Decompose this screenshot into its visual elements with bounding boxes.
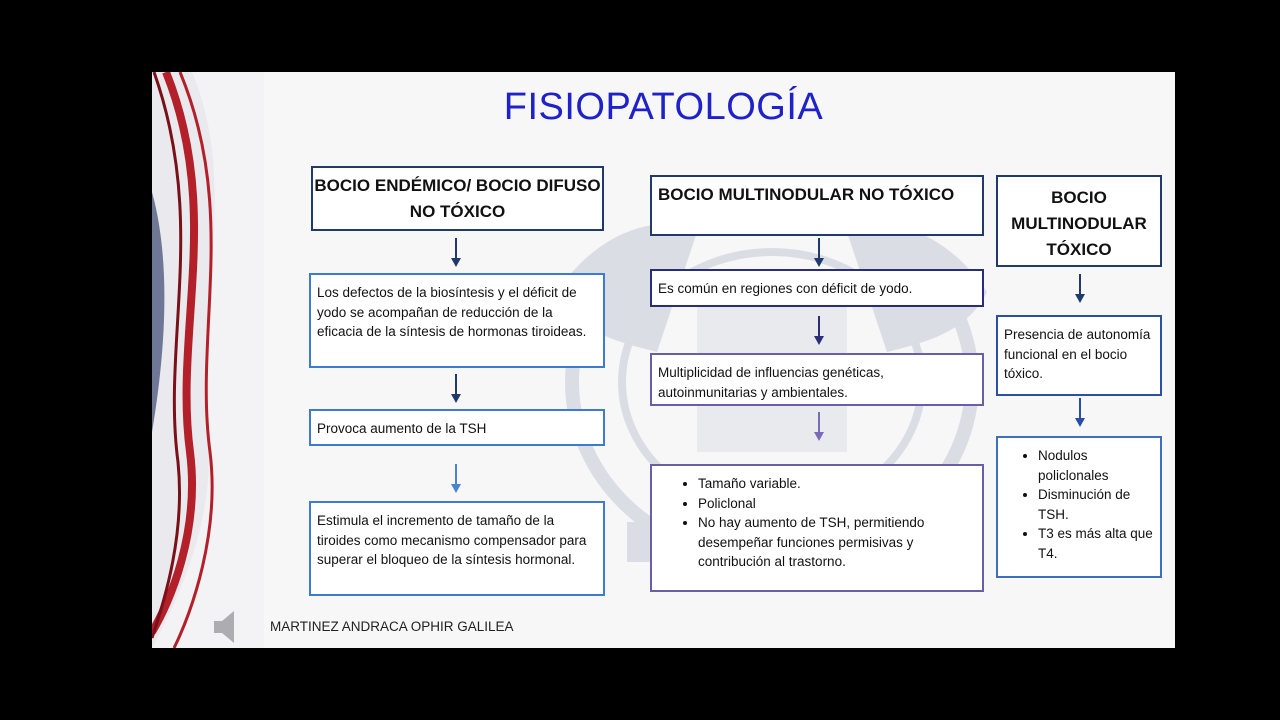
- col3-bullet-list: [1016, 446, 1154, 563]
- col1-step2-text: Provoca aumento de la TSH: [317, 421, 487, 436]
- decorative-waves: [152, 72, 264, 648]
- col3-step1-text: Presencia de autonomía funcional en el bocio tóxico.: [1004, 327, 1151, 381]
- col3-header: [996, 175, 1162, 267]
- list-item: • No hay aumento de TSH, permitiendo desempeñar funciones permisivas y contribución al trastorno.: [698, 513, 976, 572]
- col2-header: [650, 175, 984, 236]
- col3-header-text: BOCIO MULTINODULAR TÓXICO: [1011, 188, 1147, 259]
- arrow-down-icon: [811, 316, 827, 346]
- col3-bullets: [996, 436, 1162, 578]
- slide: [152, 72, 1175, 648]
- footer-author: MARTINEZ ANDRACA OPHIR GALILEA: [270, 619, 514, 634]
- col1-step3-text: Estimula el incremento de tamaño de la tiroides como mecanismo compensador para superar el bloqueo de la síntesis hormonal.: [317, 513, 587, 567]
- col2-step2: [650, 353, 984, 406]
- list-item: • Disminución de TSH.: [1038, 485, 1154, 524]
- arrow-down-icon: [448, 238, 464, 268]
- speaker-icon[interactable]: [212, 607, 242, 647]
- col2-bullets: [650, 464, 984, 592]
- list-item: • Tamaño variable.: [698, 474, 976, 494]
- col2-step2-text: Multiplicidad de influencias genéticas, autoinmunitarias y ambientales.: [658, 365, 884, 400]
- arrow-down-icon: [1072, 274, 1088, 304]
- col1-step1: [309, 273, 605, 368]
- col1-step2: [309, 409, 605, 446]
- col2-step1: [650, 269, 984, 307]
- col2-header-text: BOCIO MULTINODULAR NO TÓXICO: [658, 185, 955, 204]
- col1-step3: [309, 501, 605, 596]
- list-item: • T3 es más alta que T4.: [1038, 524, 1154, 563]
- col3-step1: [996, 315, 1162, 396]
- arrow-down-icon: [448, 464, 464, 494]
- col1-step1-text: Los defectos de la biosíntesis y el déficit de yodo se acompañan de reducción de la eficacia de la síntesis de hormonas tiroideas.: [317, 285, 587, 339]
- arrow-down-icon: [811, 412, 827, 442]
- list-item: • Nodulos policlonales: [1038, 446, 1154, 485]
- col2-step1-text: Es común en regiones con déficit de yodo.: [658, 281, 913, 296]
- col1-header: [311, 166, 604, 231]
- arrow-down-icon: [448, 374, 464, 404]
- list-item: • Policlonal: [698, 494, 976, 514]
- col1-header-text: BOCIO ENDÉMICO/ BOCIO DIFUSO NO TÓXICO: [314, 176, 601, 221]
- slide-title: FISIOPATOLOGÍA: [503, 86, 824, 128]
- arrow-down-icon: [1072, 398, 1088, 428]
- arrow-down-icon: [811, 238, 827, 268]
- col2-bullet-list: [676, 474, 976, 572]
